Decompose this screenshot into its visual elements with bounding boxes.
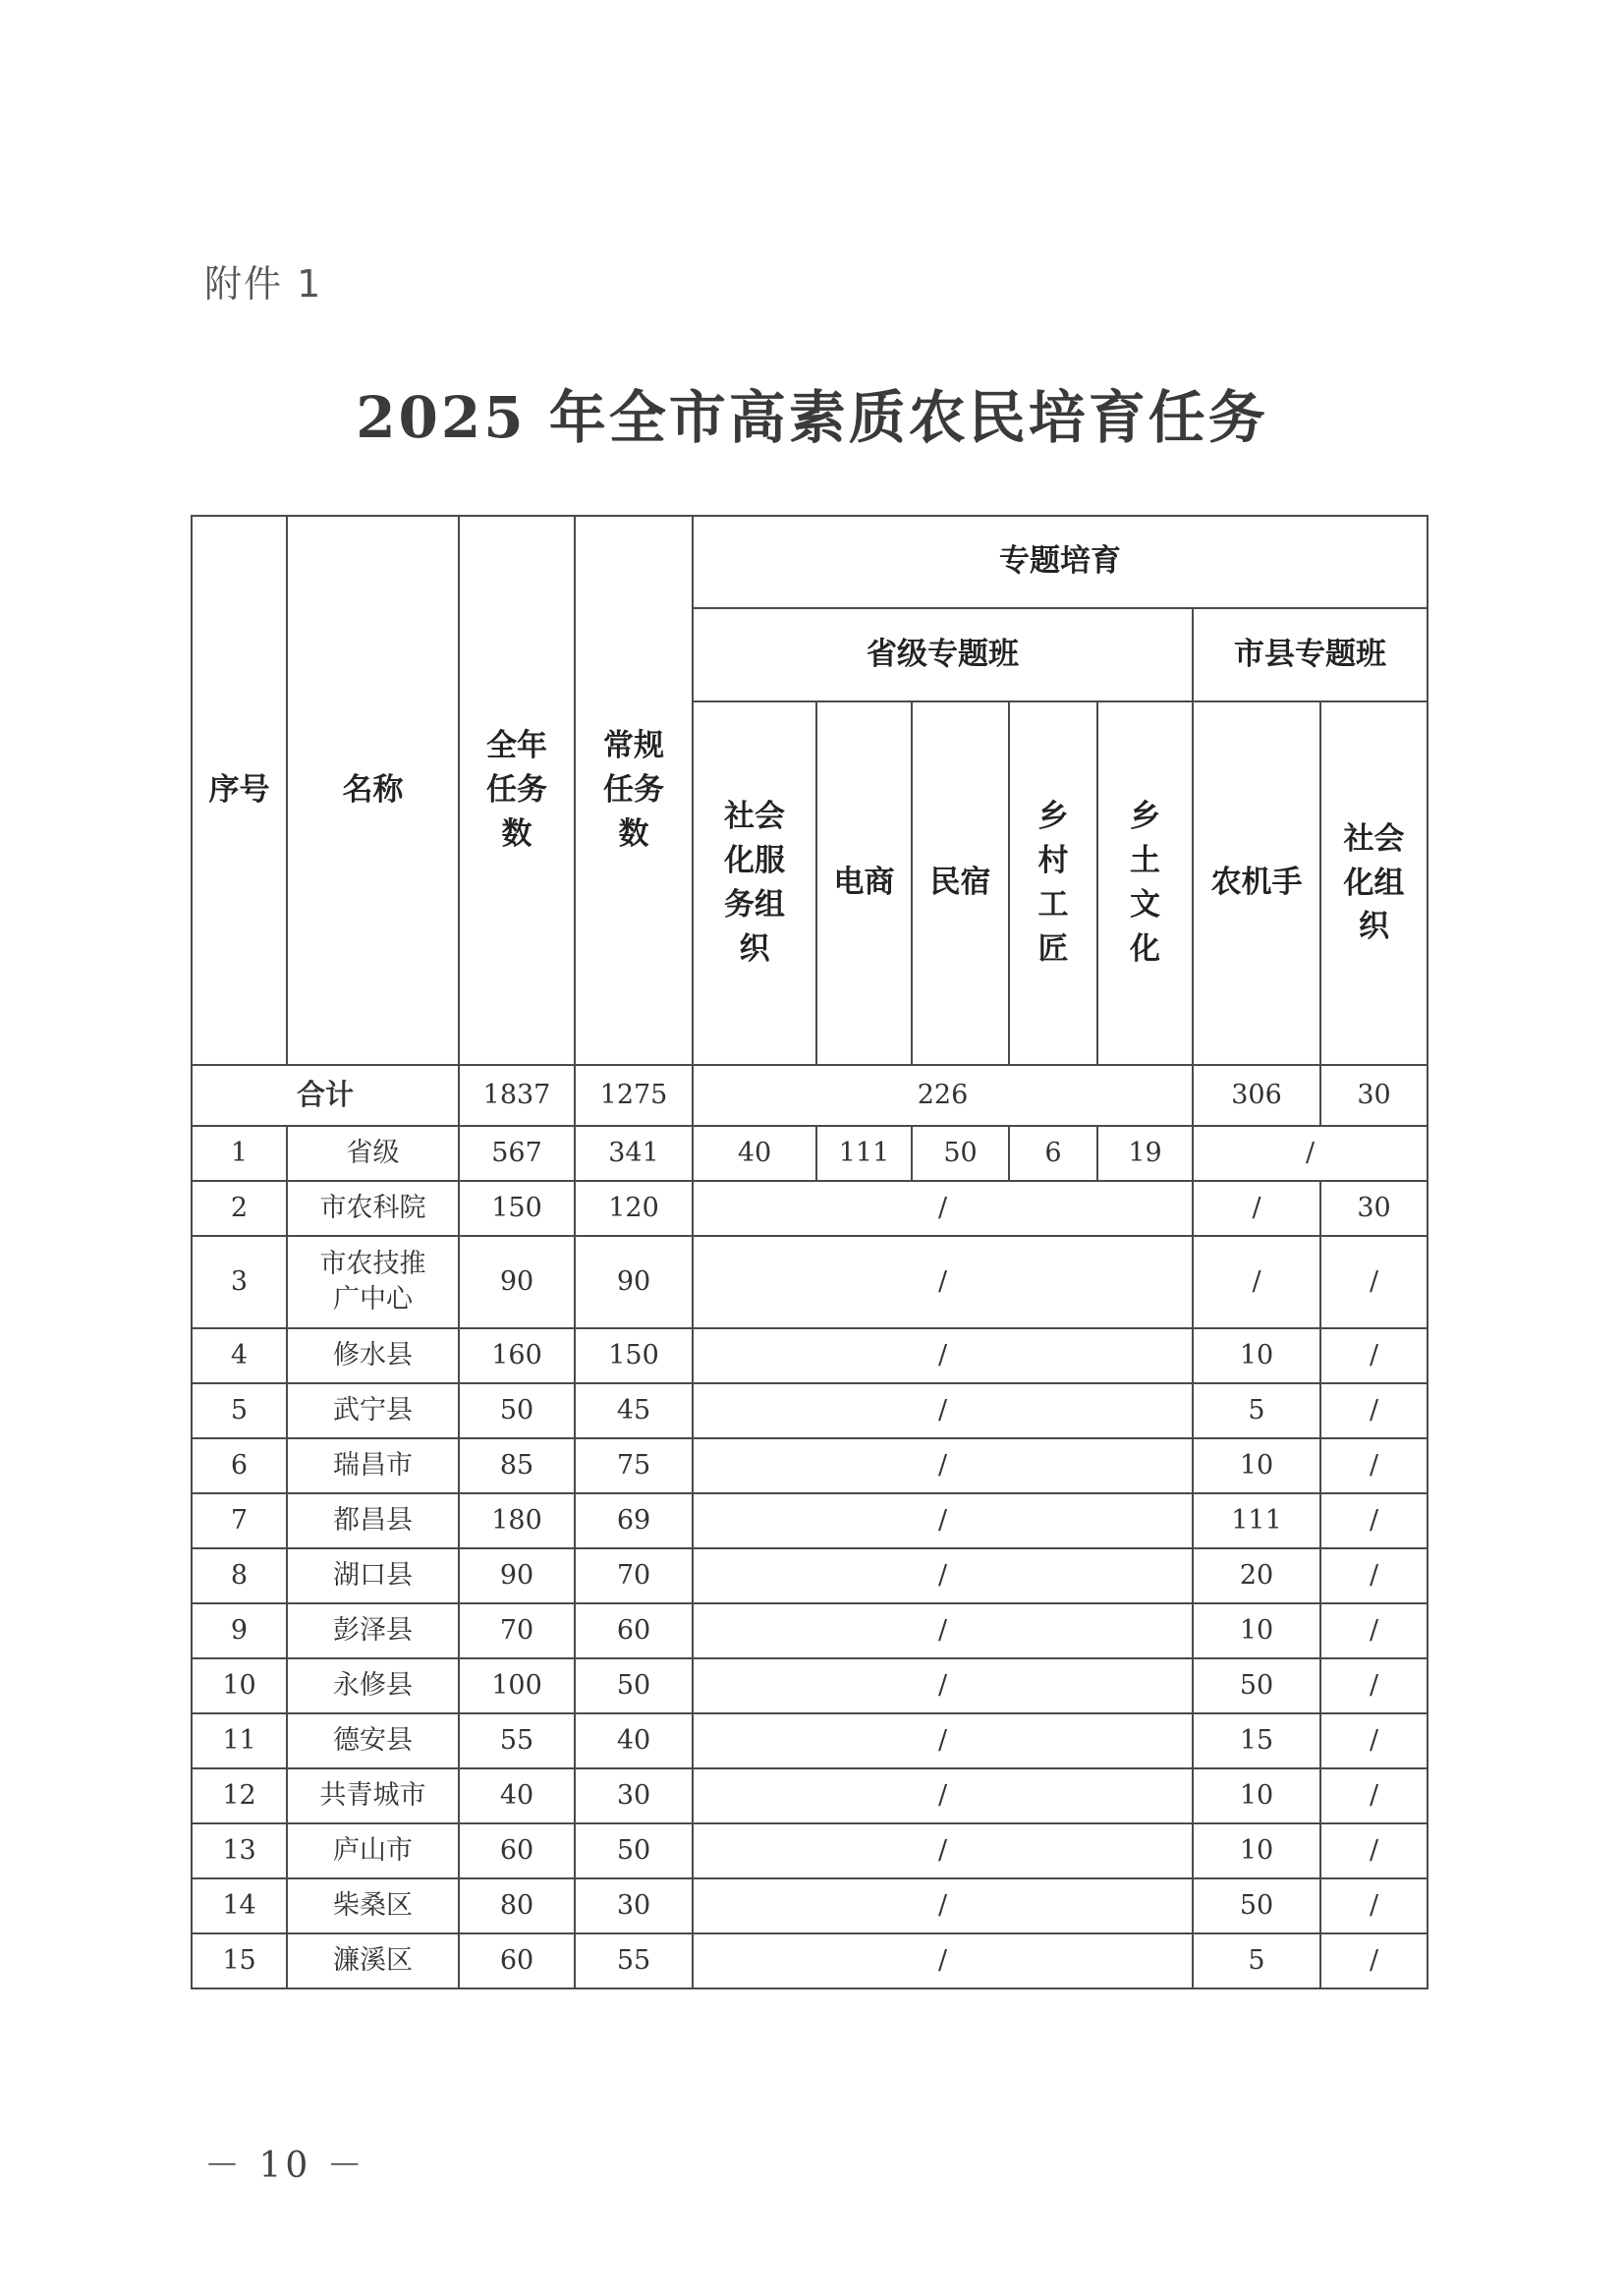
cell-seq: 7 [192,1493,287,1548]
cell-annual: 100 [459,1658,575,1713]
cell-regular: 45 [575,1383,693,1438]
cell-annual: 160 [459,1328,575,1383]
cell-seq: 5 [192,1383,287,1438]
cell-farm-machinery: 10 [1193,1438,1320,1493]
cell-regular: 55 [575,1933,693,1988]
cell-social-org: / [1320,1383,1428,1438]
cell-seq: 8 [192,1548,287,1603]
cell-name: 修水县 [287,1328,459,1383]
cell-regular: 30 [575,1768,693,1823]
cell-regular: 70 [575,1548,693,1603]
cell-name: 都昌县 [287,1493,459,1548]
cell-provincial: / [693,1658,1193,1713]
cell-social-org: / [1320,1933,1428,1988]
cell-seq: 13 [192,1823,287,1878]
cell-name: 湖口县 [287,1548,459,1603]
cell-local-culture: 19 [1097,1126,1193,1181]
header-homestay: 民宿 [912,701,1009,1065]
cell-provincial: / [693,1603,1193,1658]
cell-farm-machinery: 10 [1193,1328,1320,1383]
cell-farm-machinery: 50 [1193,1878,1320,1933]
cell-farm-machinery: 111 [1193,1493,1320,1548]
cell-annual: 180 [459,1493,575,1548]
cell-annual: 60 [459,1823,575,1878]
cell-seq: 3 [192,1236,287,1328]
cell-farm-machinery: 5 [1193,1933,1320,1988]
table-row [192,1713,1428,1768]
cell-provincial: / [693,1493,1193,1548]
page-title: 2025 年全市高素质农民培育任务 [356,384,1268,451]
cell-name: 柴桑区 [287,1878,459,1933]
cell-provincial: / [693,1236,1193,1328]
cell-social-org: / [1320,1658,1428,1713]
cell-name: 永修县 [287,1658,459,1713]
table-row [192,1658,1428,1713]
total-regular: 1275 [575,1065,693,1126]
cell-seq: 9 [192,1603,287,1658]
table-row [192,1933,1428,1988]
cell-seq: 10 [192,1658,287,1713]
cell-regular: 150 [575,1328,693,1383]
header-social-org: 社会化组织 [1320,701,1428,1065]
cell-provincial: / [693,1181,1193,1236]
cell-provincial: / [693,1383,1193,1438]
cell-seq: 4 [192,1328,287,1383]
cell-regular: 60 [575,1603,693,1658]
cell-provincial: / [693,1548,1193,1603]
header-regular: 常规任务数 [575,516,693,1065]
cell-name: 武宁县 [287,1383,459,1438]
cell-social-org: 30 [1320,1181,1428,1236]
header-annual: 全年任务数 [459,516,575,1065]
cell-seq: 2 [192,1181,287,1236]
cell-annual: 85 [459,1438,575,1493]
cell-annual: 55 [459,1713,575,1768]
table-row [192,1383,1428,1438]
cell-regular: 50 [575,1658,693,1713]
header-provincial: 省级专题班 [693,608,1193,701]
cell-regular: 50 [575,1823,693,1878]
total-social-org: 30 [1320,1065,1428,1126]
cell-farm-machinery: 10 [1193,1823,1320,1878]
header-ecommerce: 电商 [816,701,912,1065]
cell-name: 庐山市 [287,1823,459,1878]
table-row [192,1438,1428,1493]
cell-farm-machinery: 50 [1193,1658,1320,1713]
cell-regular: 69 [575,1493,693,1548]
cell-social-org: / [1320,1236,1428,1328]
cell-name: 瑞昌市 [287,1438,459,1493]
table-row [192,1603,1428,1658]
cell-farm-machinery: 10 [1193,1768,1320,1823]
cell-craftsman: 6 [1009,1126,1097,1181]
cell-seq: 1 [192,1126,287,1181]
table-row [192,1126,1428,1181]
cell-provincial: / [693,1328,1193,1383]
cell-annual: 70 [459,1603,575,1658]
task-table [191,515,1428,1989]
header-farm-machinery: 农机手 [1193,701,1320,1065]
cell-farm-machinery: / [1193,1181,1320,1236]
cell-annual: 50 [459,1383,575,1438]
cell-annual: 40 [459,1768,575,1823]
cell-annual: 60 [459,1933,575,1988]
cell-social-org: / [1320,1493,1428,1548]
page-number: － 10 － [204,2146,366,2186]
cell-social-org: / [1320,1438,1428,1493]
cell-farm-machinery: / [1193,1236,1320,1328]
cell-social-org: / [1320,1328,1428,1383]
cell-ecommerce: 111 [816,1126,912,1181]
header-special: 专题培育 [693,516,1428,608]
header-city-county: 市县专题班 [1193,608,1428,701]
cell-seq: 11 [192,1713,287,1768]
cell-provincial: / [693,1878,1193,1933]
cell-farm-machinery: 15 [1193,1713,1320,1768]
cell-annual: 80 [459,1878,575,1933]
cell-social-org: / [1320,1548,1428,1603]
cell-seq: 12 [192,1768,287,1823]
table-row [192,1181,1428,1236]
cell-farm-machinery: 10 [1193,1603,1320,1658]
cell-farm-machinery: 5 [1193,1383,1320,1438]
cell-provincial: / [693,1823,1193,1878]
header-name: 名称 [287,516,459,1065]
cell-regular: 90 [575,1236,693,1328]
cell-annual: 150 [459,1181,575,1236]
cell-homestay: 50 [912,1126,1009,1181]
table-row [192,1878,1428,1933]
cell-social-org: / [1320,1823,1428,1878]
cell-social-service: 40 [693,1126,816,1181]
cell-name: 德安县 [287,1713,459,1768]
table-row [192,1768,1428,1823]
cell-seq: 14 [192,1878,287,1933]
cell-regular: 40 [575,1713,693,1768]
cell-annual: 90 [459,1236,575,1328]
cell-seq: 15 [192,1933,287,1988]
cell-provincial: / [693,1713,1193,1768]
cell-regular: 30 [575,1878,693,1933]
cell-name: 省级 [287,1126,459,1181]
cell-regular: 120 [575,1181,693,1236]
cell-name: 共青城市 [287,1768,459,1823]
cell-city-county: / [1193,1126,1428,1181]
cell-social-org: / [1320,1878,1428,1933]
cell-annual: 90 [459,1548,575,1603]
total-provincial: 226 [693,1065,1193,1126]
table-row [192,1236,1428,1328]
table-row [192,1493,1428,1548]
header-social-service: 社会化服务组织 [693,701,816,1065]
cell-annual: 567 [459,1126,575,1181]
cell-seq: 6 [192,1438,287,1493]
cell-provincial: / [693,1768,1193,1823]
attachment-label: 附件 1 [204,262,323,306]
total-label: 合计 [192,1065,459,1126]
header-local-culture: 乡土文化 [1097,701,1193,1065]
cell-regular: 75 [575,1438,693,1493]
cell-social-org: / [1320,1603,1428,1658]
cell-social-org: / [1320,1768,1428,1823]
table-row [192,1328,1428,1383]
cell-social-org: / [1320,1713,1428,1768]
cell-name: 市农科院 [287,1181,459,1236]
cell-provincial: / [693,1933,1193,1988]
table-row [192,1548,1428,1603]
total-farm-machinery: 306 [1193,1065,1320,1126]
cell-farm-machinery: 20 [1193,1548,1320,1603]
table-row [192,1823,1428,1878]
total-annual: 1837 [459,1065,575,1126]
header-craftsman: 乡村工匠 [1009,701,1097,1065]
header-seq: 序号 [192,516,287,1065]
cell-name: 彭泽县 [287,1603,459,1658]
cell-provincial: / [693,1438,1193,1493]
cell-regular: 341 [575,1126,693,1181]
cell-name: 濂溪区 [287,1933,459,1988]
cell-name: 市农技推广中心 [287,1236,459,1328]
